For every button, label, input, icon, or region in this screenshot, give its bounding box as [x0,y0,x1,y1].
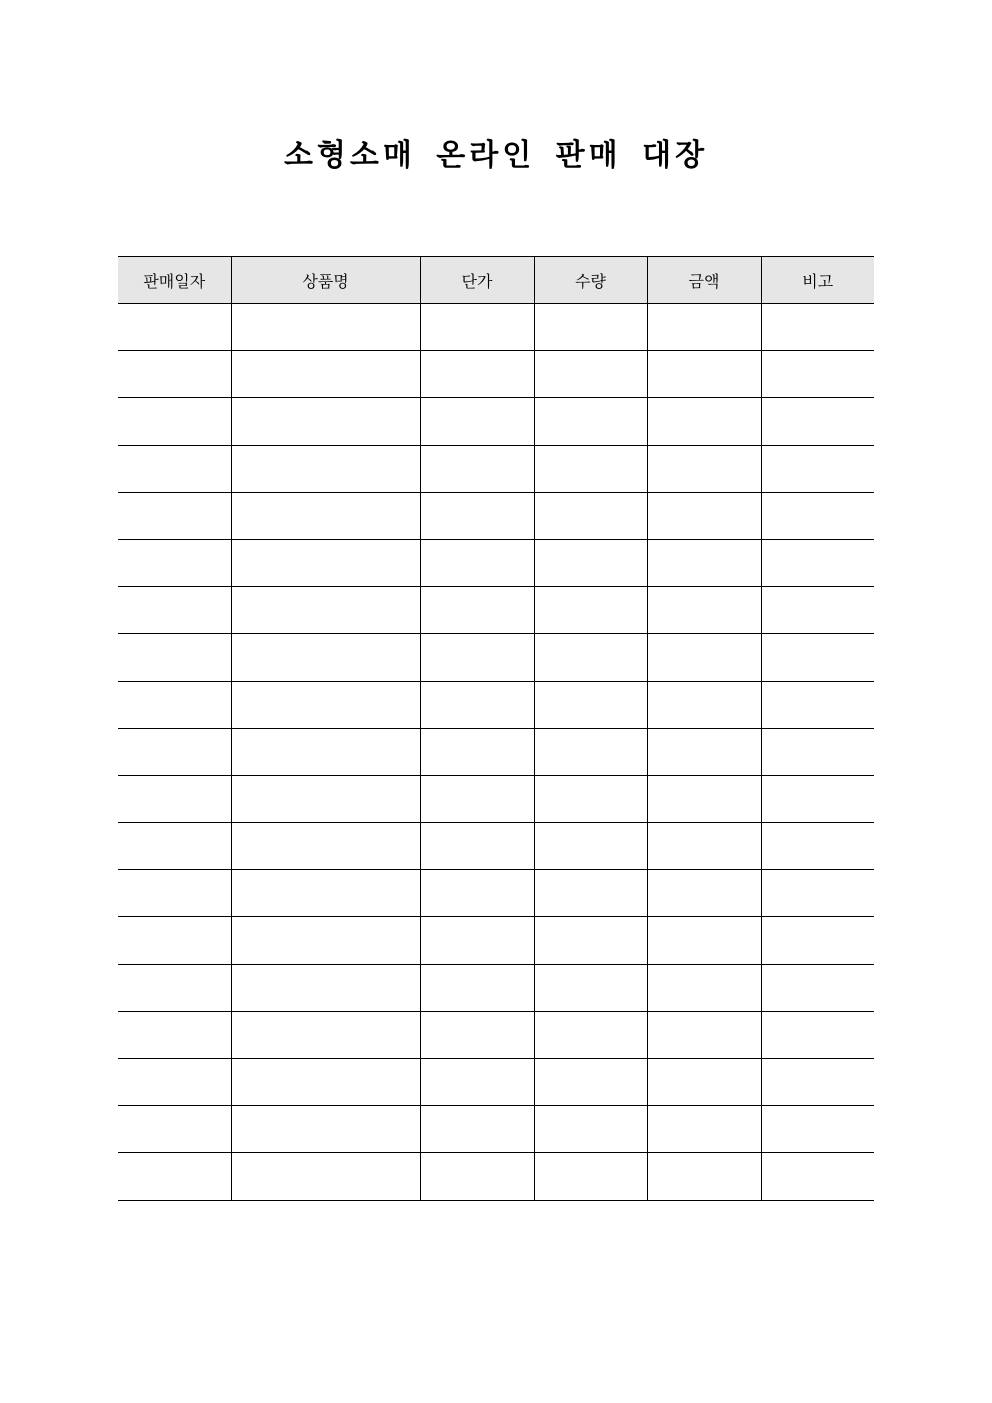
unit-price-cell[interactable] [420,304,534,351]
product-name-cell[interactable] [231,1106,420,1153]
product-name-cell[interactable] [231,870,420,917]
amount-cell[interactable] [647,1011,761,1058]
sales-ledger-table [118,256,874,1201]
table-row [118,1059,874,1106]
table-row [118,1153,874,1200]
ledger-body [118,304,874,1201]
unit-price-cell[interactable] [420,1059,534,1106]
quantity-cell[interactable] [534,1011,647,1058]
amount-cell[interactable] [647,1153,761,1200]
amount-cell[interactable] [647,917,761,964]
sale-date-cell[interactable] [118,539,231,586]
quantity-cell[interactable] [534,1059,647,1106]
unit-price-cell[interactable] [420,587,534,634]
unit-price-cell[interactable] [420,351,534,398]
remarks-cell[interactable] [761,398,874,445]
column-header-remarks: 비고 [761,257,874,304]
unit-price-cell[interactable] [420,870,534,917]
remarks-cell[interactable] [761,539,874,586]
sale-date-cell[interactable] [118,587,231,634]
sale-date-cell[interactable] [118,492,231,539]
product-name-cell[interactable] [231,492,420,539]
quantity-cell[interactable] [534,1106,647,1153]
product-name-cell[interactable] [231,587,420,634]
quantity-cell[interactable] [534,964,647,1011]
quantity-cell[interactable] [534,398,647,445]
quantity-cell[interactable] [534,587,647,634]
amount-cell[interactable] [647,1059,761,1106]
unit-price-cell[interactable] [420,823,534,870]
table-row [118,964,874,1011]
amount-cell[interactable] [647,587,761,634]
quantity-cell[interactable] [534,1153,647,1200]
column-header-amount: 금액 [647,257,761,304]
remarks-cell[interactable] [761,304,874,351]
unit-price-cell[interactable] [420,1153,534,1200]
quantity-cell[interactable] [534,539,647,586]
remarks-cell[interactable] [761,1059,874,1106]
column-header-quantity: 수량 [534,257,647,304]
table-row [118,351,874,398]
product-name-cell[interactable] [231,1011,420,1058]
remarks-cell[interactable] [761,964,874,1011]
product-name-cell[interactable] [231,728,420,775]
quantity-cell[interactable] [534,870,647,917]
sale-date-cell[interactable] [118,634,231,681]
unit-price-cell[interactable] [420,775,534,822]
remarks-cell[interactable] [761,351,874,398]
product-name-cell[interactable] [231,823,420,870]
table-row [118,823,874,870]
unit-price-cell[interactable] [420,917,534,964]
amount-cell[interactable] [647,539,761,586]
table-row [118,445,874,492]
product-name-cell[interactable] [231,775,420,822]
quantity-cell[interactable] [534,728,647,775]
header-row [118,257,874,304]
sale-date-cell[interactable] [118,823,231,870]
table-row [118,492,874,539]
remarks-cell[interactable] [761,492,874,539]
unit-price-cell[interactable] [420,681,534,728]
unit-price-cell[interactable] [420,1106,534,1153]
product-name-cell[interactable] [231,634,420,681]
column-header-sale-date: 판매일자 [118,257,231,304]
quantity-cell[interactable] [534,304,647,351]
table-row [118,681,874,728]
product-name-cell[interactable] [231,351,420,398]
product-name-cell[interactable] [231,964,420,1011]
column-header-unit-price: 단가 [420,257,534,304]
table-row [118,304,874,351]
remarks-cell[interactable] [761,728,874,775]
sale-date-cell[interactable] [118,304,231,351]
remarks-cell[interactable] [761,1011,874,1058]
quantity-cell[interactable] [534,917,647,964]
table-row [118,728,874,775]
amount-cell[interactable] [647,681,761,728]
amount-cell[interactable] [647,634,761,681]
quantity-cell[interactable] [534,492,647,539]
remarks-cell[interactable] [761,681,874,728]
product-name-cell[interactable] [231,1153,420,1200]
unit-price-cell[interactable] [420,634,534,681]
quantity-cell[interactable] [534,775,647,822]
quantity-cell[interactable] [534,681,647,728]
unit-price-cell[interactable] [420,539,534,586]
product-name-cell[interactable] [231,304,420,351]
sale-date-cell[interactable] [118,1106,231,1153]
remarks-cell[interactable] [761,823,874,870]
table-row [118,634,874,681]
table-row [118,1106,874,1153]
quantity-cell[interactable] [534,445,647,492]
remarks-cell[interactable] [761,775,874,822]
remarks-cell[interactable] [761,1153,874,1200]
quantity-cell[interactable] [534,634,647,681]
amount-cell[interactable] [647,492,761,539]
remarks-cell[interactable] [761,634,874,681]
sale-date-cell[interactable] [118,964,231,1011]
unit-price-cell[interactable] [420,1011,534,1058]
sale-date-cell[interactable] [118,681,231,728]
table-row [118,539,874,586]
product-name-cell[interactable] [231,917,420,964]
table-row [118,587,874,634]
amount-cell[interactable] [647,445,761,492]
remarks-cell[interactable] [761,445,874,492]
sale-date-cell[interactable] [118,728,231,775]
sale-date-cell[interactable] [118,1011,231,1058]
remarks-cell[interactable] [761,917,874,964]
product-name-cell[interactable] [231,539,420,586]
sale-date-cell[interactable] [118,1059,231,1106]
amount-cell[interactable] [647,964,761,1011]
remarks-cell[interactable] [761,870,874,917]
sale-date-cell[interactable] [118,445,231,492]
remarks-cell[interactable] [761,1106,874,1153]
remarks-cell[interactable] [761,587,874,634]
amount-cell[interactable] [647,351,761,398]
sale-date-cell[interactable] [118,870,231,917]
amount-cell[interactable] [647,870,761,917]
amount-cell[interactable] [647,823,761,870]
product-name-cell[interactable] [231,681,420,728]
unit-price-cell[interactable] [420,728,534,775]
sale-date-cell[interactable] [118,398,231,445]
table-row [118,1011,874,1058]
amount-cell[interactable] [647,304,761,351]
amount-cell[interactable] [647,728,761,775]
amount-cell[interactable] [647,1106,761,1153]
unit-price-cell[interactable] [420,445,534,492]
column-header-product-name: 상품명 [231,257,420,304]
sale-date-cell[interactable] [118,917,231,964]
sale-date-cell[interactable] [118,775,231,822]
table-row [118,870,874,917]
quantity-cell[interactable] [534,823,647,870]
amount-cell[interactable] [647,398,761,445]
sale-date-cell[interactable] [118,351,231,398]
product-name-cell[interactable] [231,445,420,492]
document-title: 소형소매 온라인 판매 대장 [283,138,709,173]
product-name-cell[interactable] [231,1059,420,1106]
sale-date-cell[interactable] [118,1153,231,1200]
unit-price-cell[interactable] [420,964,534,1011]
table-row [118,917,874,964]
table-row [118,775,874,822]
table-row [118,398,874,445]
unit-price-cell[interactable] [420,492,534,539]
product-name-cell[interactable] [231,398,420,445]
amount-cell[interactable] [647,775,761,822]
unit-price-cell[interactable] [420,398,534,445]
quantity-cell[interactable] [534,351,647,398]
